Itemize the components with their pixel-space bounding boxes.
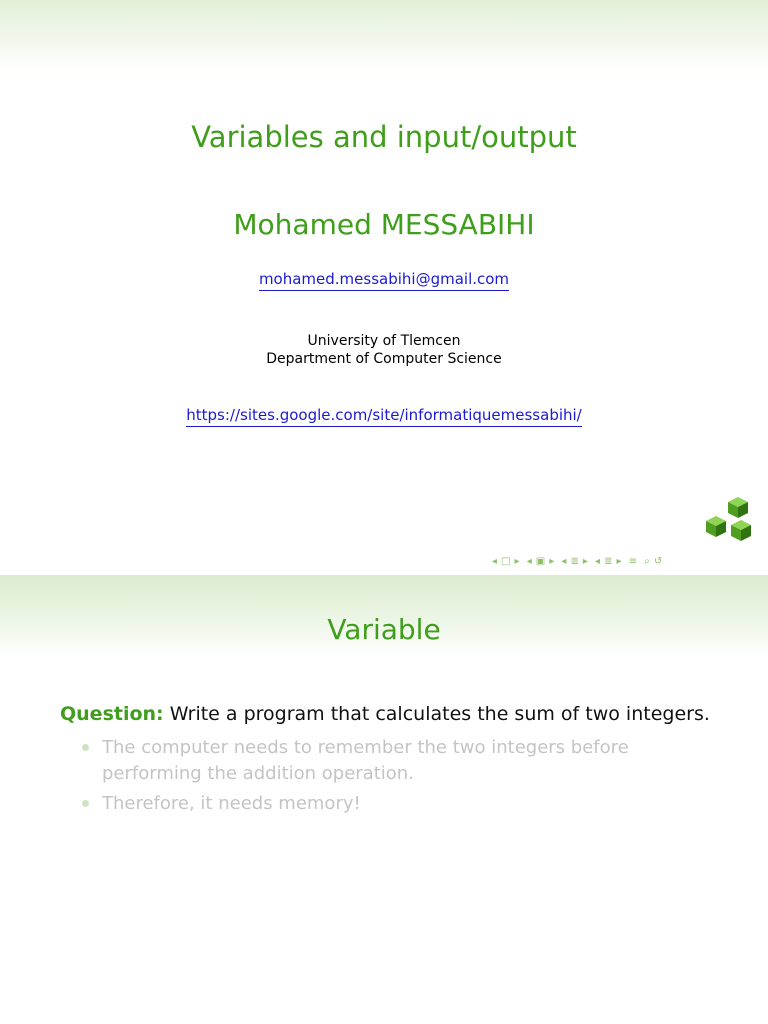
nav-back-icon[interactable]: ↺ [653, 556, 663, 567]
department-name: Department of Computer Science [266, 351, 502, 367]
email-link[interactable]: mohamed.messabihi@gmail.com [259, 270, 509, 291]
university-name: University of Tlemcen [307, 333, 461, 349]
nav-section-icon[interactable]: ▣ [535, 556, 546, 567]
list-item [80, 735, 680, 787]
nav-search-icon[interactable]: ⌕ [644, 556, 650, 567]
cubes-logo-icon [700, 494, 760, 546]
nav-subsection-icon[interactable]: ≣ [570, 556, 579, 567]
nav-next-section-icon[interactable]: ▸ [549, 556, 555, 567]
email-line [0, 270, 768, 288]
bullet-text: Therefore, it needs memory! [102, 793, 361, 814]
nav-next-subsection-icon[interactable]: ▸ [582, 556, 588, 567]
bullet-dot-icon [82, 800, 89, 807]
bullet-list [80, 735, 680, 821]
bullet-text: The computer needs to remember the two integers before performing the addition operation. [102, 737, 629, 784]
author-name: Mohamed MESSABIHI [233, 208, 535, 241]
website-link[interactable]: https://sites.google.com/site/informatiquemessabihi/ [186, 406, 581, 427]
bullet-dot-icon [82, 744, 89, 751]
presentation-title: Variables and input/output [191, 120, 577, 154]
nav-prev-section-icon[interactable]: ◂ [526, 556, 532, 567]
website-line [0, 406, 768, 424]
cube-right-icon [731, 520, 751, 541]
variable-slide [0, 575, 768, 1024]
nav-prev-slide-icon[interactable]: ◂ [492, 556, 498, 567]
question-text: Write a program that calculates the sum of two integers. [163, 703, 710, 725]
nav-next-frame-icon[interactable]: ▸ [616, 556, 622, 567]
question-label: Question: [60, 703, 164, 725]
nav-prev-frame-icon[interactable]: ◂ [595, 556, 601, 567]
frame-title: Variable [327, 613, 441, 646]
nav-prev-subsection-icon[interactable]: ◂ [561, 556, 567, 567]
nav-frame-icon[interactable]: □ [501, 556, 511, 567]
list-item [80, 791, 680, 817]
slide-header-bar [0, 0, 768, 72]
nav-next-slide-icon[interactable]: ▸ [514, 556, 520, 567]
question-line [60, 703, 710, 725]
nav-align-icon[interactable]: ≡ [628, 556, 638, 567]
cube-left-icon [706, 516, 726, 537]
nav-frame-list-icon[interactable]: ≣ [604, 556, 613, 567]
beamer-navigation-bar [492, 556, 764, 570]
institution-block [0, 332, 768, 368]
cube-top-icon [728, 497, 748, 518]
